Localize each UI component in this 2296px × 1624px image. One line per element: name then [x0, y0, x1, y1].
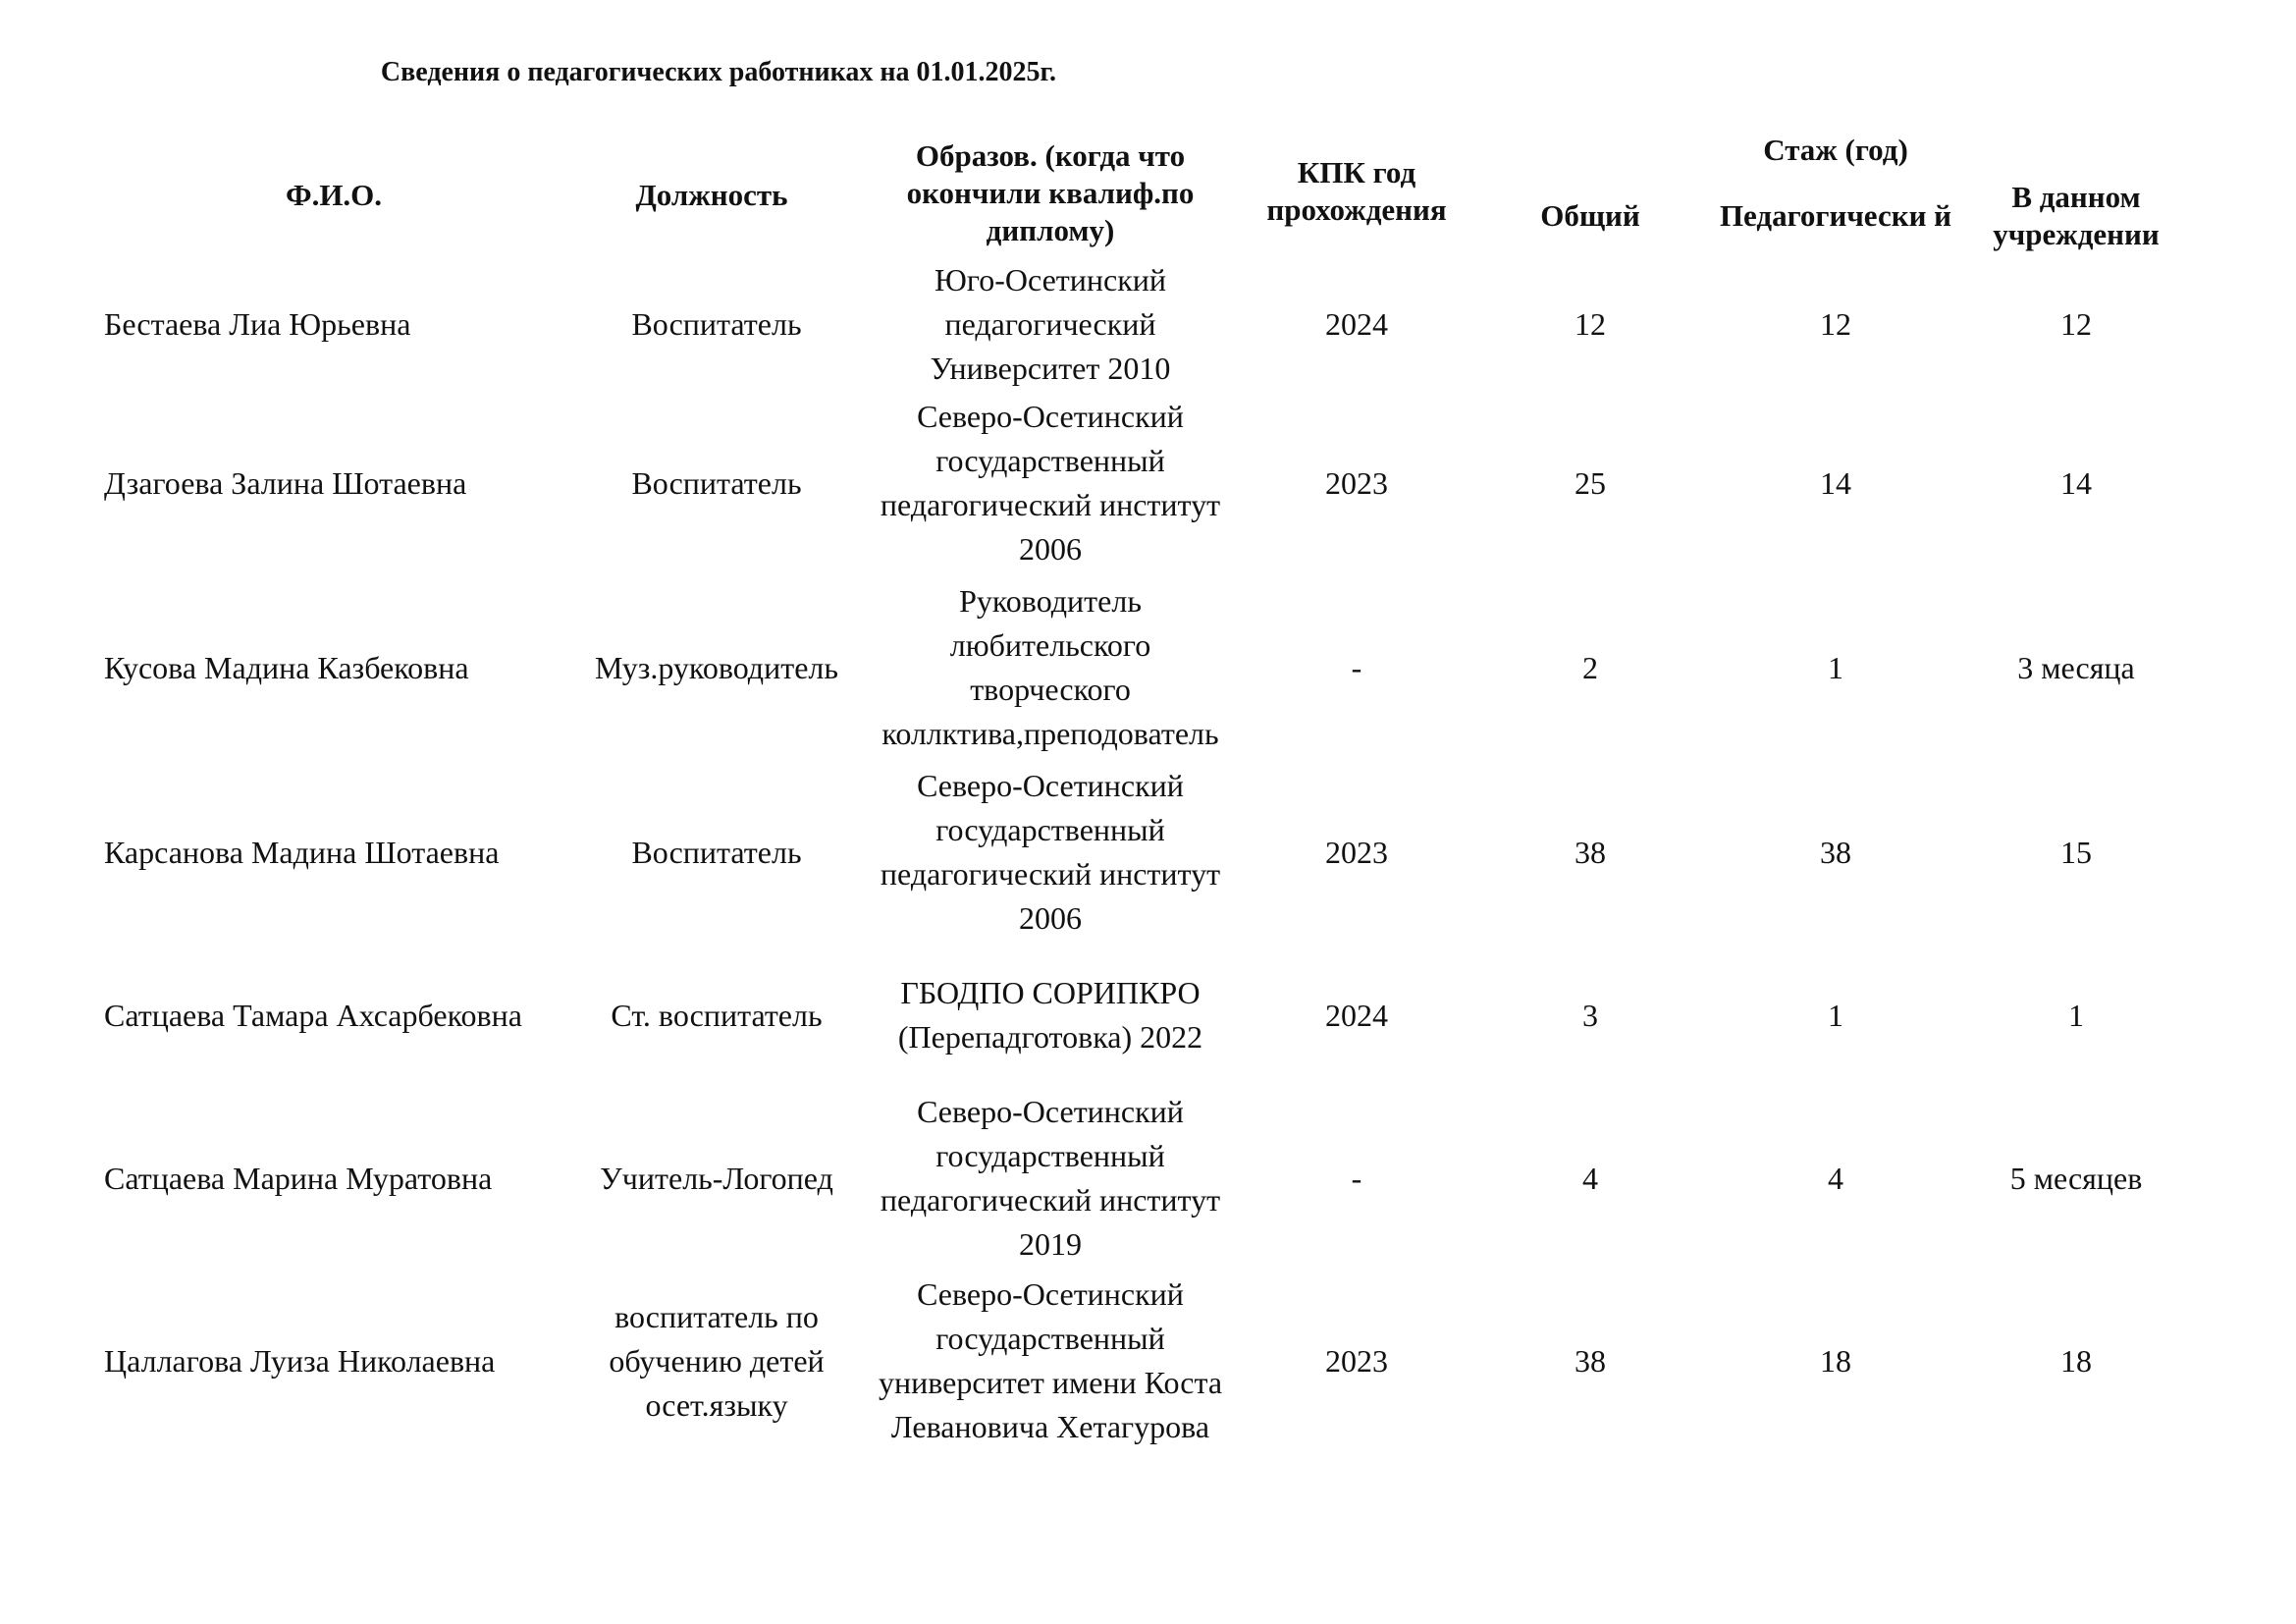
cell-institution: 18 — [2060, 1342, 2092, 1379]
cell-position: Учитель-Логопед — [600, 1160, 833, 1196]
cell-kpk: 2024 — [1325, 305, 1388, 342]
header-total: Общий — [1540, 198, 1640, 233]
cell-institution: 1 — [2068, 997, 2084, 1033]
cell-pedagogical: 1 — [1828, 649, 1843, 685]
cell-pedagogical: 1 — [1828, 997, 1843, 1033]
cell-pedagogical: 18 — [1820, 1342, 1851, 1379]
cell-kpk: - — [1351, 1160, 1362, 1196]
cell-education: Северо-Осетинский государственный педагогический институт 2006 — [880, 768, 1221, 936]
cell-education: Северо-Осетинский государственный педагогический институт 2006 — [880, 399, 1221, 567]
cell-education: Северо-Осетинский государственный педагогический институт 2019 — [880, 1094, 1221, 1262]
cell-kpk: - — [1351, 649, 1362, 685]
cell-institution: 12 — [2060, 305, 2092, 342]
cell-education: Юго-Осетинский педагогический Университет 2010 — [930, 261, 1171, 386]
cell-name: Дзагоева Залина Шотаевна — [104, 464, 467, 501]
cell-pedagogical: 4 — [1828, 1160, 1843, 1196]
header-institution: В данном учреждении — [1993, 180, 2160, 251]
cell-education: Северо-Осетинский государственный университет имени Коста Левановича Хетагурова — [878, 1276, 1223, 1444]
cell-name: Сатцаева Тамара Ахсарбековна — [104, 997, 522, 1033]
cell-name: Сатцаева Марина Муратовна — [104, 1160, 493, 1196]
cell-position: Воспитатель — [631, 305, 802, 342]
page-title: Сведения о педагогических работниках на 01.01.2025г. — [380, 57, 1057, 87]
cell-position: Воспитатель — [631, 464, 802, 501]
cell-position: воспитатель по обучению детей осет.языку — [609, 1298, 825, 1423]
header-education: Образов. (когда что окончили квалиф.по диплому) — [906, 138, 1195, 247]
header-experience-group: Стаж (год) — [1763, 133, 1908, 167]
cell-total: 25 — [1575, 464, 1606, 501]
cell-pedagogical: 38 — [1820, 834, 1851, 870]
cell-total: 4 — [1582, 1160, 1598, 1196]
cell-position: Воспитатель — [631, 834, 802, 870]
cell-total: 38 — [1575, 1342, 1606, 1379]
header-position: Должность — [635, 178, 788, 212]
cell-institution: 5 месяцев — [2009, 1160, 2143, 1196]
cell-total: 38 — [1575, 834, 1606, 870]
cell-kpk: 2023 — [1325, 834, 1388, 870]
cell-kpk: 2023 — [1325, 1342, 1388, 1379]
cell-pedagogical: 12 — [1820, 305, 1851, 342]
cell-position: Муз.руководитель — [595, 649, 838, 685]
cell-total: 3 — [1582, 997, 1598, 1033]
header-fio: Ф.И.О. — [285, 178, 383, 212]
cell-kpk: 2024 — [1325, 997, 1388, 1033]
cell-total: 2 — [1582, 649, 1598, 685]
cell-position: Ст. воспитатель — [611, 997, 823, 1033]
cell-name: Кусова Мадина Казбековна — [104, 649, 469, 685]
cell-name: Цаллагова Луиза Николаевна — [104, 1342, 496, 1379]
cell-kpk: 2023 — [1325, 464, 1388, 501]
cell-total: 12 — [1575, 305, 1606, 342]
cell-name: Бестаева Лиа Юрьевна — [104, 305, 411, 342]
cell-pedagogical: 14 — [1820, 464, 1851, 501]
cell-institution: 3 месяца — [2017, 649, 2135, 685]
cell-education: ГБОДПО СОРИПКРО (Перепадготовка) 2022 — [897, 975, 1203, 1055]
cell-name: Карсанова Мадина Шотаевна — [104, 834, 500, 870]
header-kpk: КПК год прохождения — [1266, 155, 1447, 227]
header-pedagogical: Педагогически й — [1719, 198, 1952, 233]
cell-institution: 14 — [2060, 464, 2092, 501]
cell-education: Руководитель любительского творческого коллктива,преподователь — [881, 583, 1219, 751]
cell-institution: 15 — [2060, 834, 2092, 870]
